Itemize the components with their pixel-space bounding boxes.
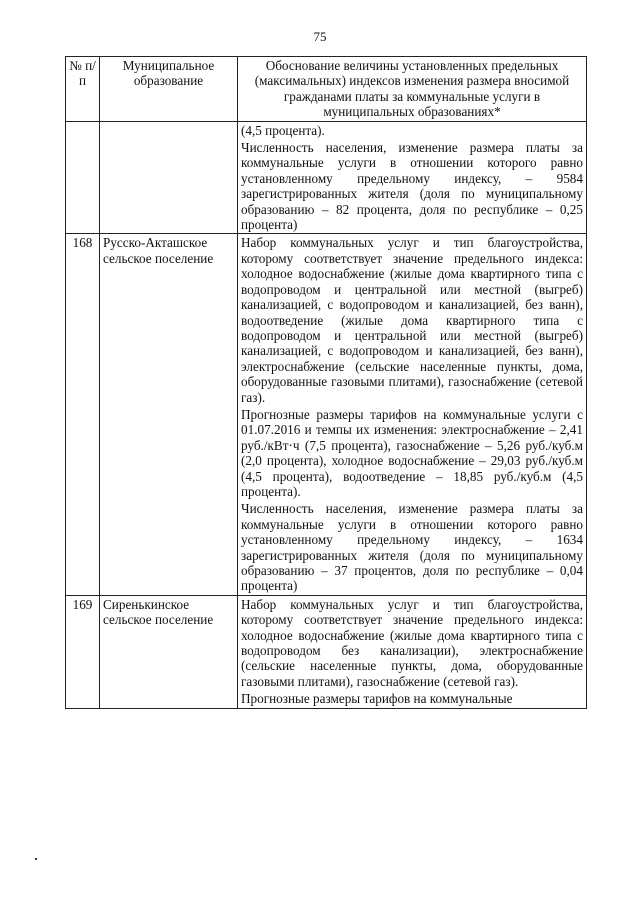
- justification-paragraph: Набор коммунальных услуг и тип благоустройства, которому соответствует значение предельного индекса: холодное водоснабжение (жилые дома квартирного типа с водопроводом без канализации), электроснабжение (сельские населенные пункты, дома, оборудованные газовыми плитами), газоснабжение (сетевой газ).: [241, 596, 583, 689]
- page-number: 75: [313, 29, 327, 44]
- justification-paragraph: Прогнозные размеры тарифов на коммунальные: [241, 691, 513, 707]
- justification-paragraph: Численность населения, изменение размера платы за коммунальные услуги в отношении которого равно установленному предельному индексу, – 9584 зарегистрированных жителя (доля по муниципальному образованию – 82 процента, доля по республике – 0,25 процента): [241, 140, 583, 233]
- scan-speck: [35, 858, 37, 860]
- row-municipality: [100, 121, 238, 234]
- index-table: [65, 56, 587, 709]
- table-row: [66, 121, 587, 234]
- table-header-row: [66, 57, 587, 122]
- header-justification: Обоснование величины установленных предельных (максимальных) индексов изменения размера вносимой гражданами платы за коммунальные услуги в муниципальных образованиях*: [238, 57, 587, 122]
- header-municipality: Муниципальное образование: [100, 57, 238, 122]
- row-municipality: Русско-Акташское сельское поселение: [100, 234, 238, 595]
- header-number: № п/п: [66, 57, 100, 122]
- justification-paragraph: Набор коммунальных услуг и тип благоустройства, которому соответствует значение предельного индекса: холодное водоснабжение (жилые дома квартирного типа с водопроводом и центральной или местной (выгреб) канализацией, с водопроводом и канализацией, без ванн), водоотведение (жилые дома квартирного типа с водопроводом и центральной или местной (выгреб) канализацией, с водопроводом и канализацией, без ванн), электроснабжение (сельские населенные пункты, дома, оборудованные газовыми плитами), газоснабжение (сетевой газ).: [241, 235, 583, 405]
- table-row: [66, 595, 587, 708]
- row-justification: [238, 234, 587, 595]
- row-justification: [238, 121, 587, 234]
- justification-paragraph: (4,5 процента).: [241, 122, 325, 138]
- table-row: [66, 234, 587, 595]
- row-number: [66, 121, 100, 234]
- row-municipality: Сиренькинское сельское поселение: [100, 595, 238, 708]
- row-number: 169: [66, 595, 100, 708]
- justification-paragraph: Численность населения, изменение размера платы за коммунальные услуги в отношении которого равно установленному предельному индексу, – 1634 зарегистрированных жителя (доля по муниципальному образованию – 37 процентов, доля по республике – 0,04 процента): [241, 501, 583, 594]
- row-justification: [238, 595, 587, 708]
- row-number: 168: [66, 234, 100, 595]
- justification-paragraph: Прогнозные размеры тарифов на коммунальные услуги с 01.07.2016 и темпы их изменения: электроснабжение – 2,41 руб./кВт·ч (7,5 процента), газоснабжение – 5,26 руб./куб.м (2,0 процента), холодное водоснабжение – 29,03 руб./куб.м (4,5 процента), водоотведение – 18,85 руб./куб.м (4,5 процента).: [241, 406, 583, 499]
